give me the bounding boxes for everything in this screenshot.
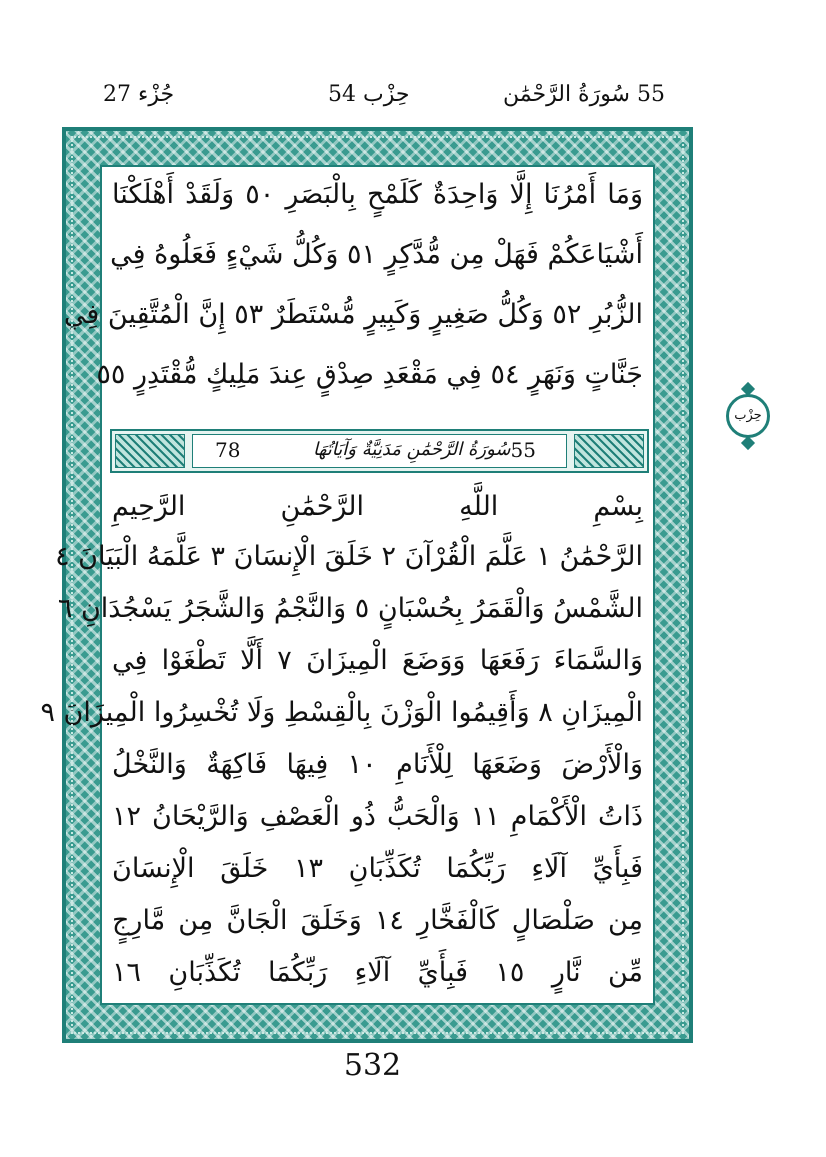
verse-line: أَشْيَاعَكُمْ فَهَلْ مِن مُّدَّكِرٍ ٥١ وَكُلُّ شَيْءٍ فَعَلُوهُ فِي xyxy=(110,239,643,270)
juz-label: جُزْء 27 xyxy=(103,82,175,107)
page-number: 532 xyxy=(343,1048,402,1083)
ornamental-frame xyxy=(40,127,693,1043)
verse-line: فَبِأَيِّ آلَاءِ رَبِّكُمَا تُكَذِّبَانِ ١٣ خَلَقَ الْإِنسَانَ xyxy=(112,853,643,884)
text-panel xyxy=(40,165,655,1005)
banner-ornament-icon xyxy=(574,434,644,468)
verse-line: الرَّحْمَٰنُ ١ عَلَّمَ الْقُرْآنَ ٢ خَلَقَ الْإِنسَانَ ٣ عَلَّمَهُ الْبَيَانَ ٤ xyxy=(55,541,643,572)
page-header xyxy=(95,82,665,116)
hizb-marker-icon xyxy=(722,380,774,456)
surah-title-banner xyxy=(110,429,649,473)
ayat-count: 78 xyxy=(215,438,241,462)
verse-line: جَنَّاتٍ وَنَهَرٍ ٥٤ فِي مَقْعَدِ صِدْقٍ عِندَ مَلِيكٍ مُّقْتَدِرٍ ٥٥ xyxy=(96,359,643,390)
verse-line: مِّن نَّارٍ ١٥ فَبِأَيِّ آلَاءِ رَبِّكُمَا تُكَذِّبَانِ ١٦ xyxy=(112,957,644,988)
hizb-marker-label: حِزْب xyxy=(726,394,770,438)
verse-line: وَمَا أَمْرُنَا إِلَّا وَاحِدَةٌ كَلَمْحٍ بِالْبَصَرِ ٥٠ وَلَقَدْ أَهْلَكْنَا xyxy=(112,179,643,210)
verse-line: وَالْأَرْضَ وَضَعَهَا لِلْأَنَامِ ١٠ فِيهَا فَاكِهَةٌ وَالنَّخْلُ xyxy=(112,749,643,780)
surah-name: سُورَةُ الرَّحْمَٰنِ مَدَنِيَّةٌ وَآيَاتُهَا xyxy=(313,439,511,460)
verse-line: الشَّمْسُ وَالْقَمَرُ بِحُسْبَانٍ ٥ وَالنَّجْمُ وَالشَّجَرُ يَسْجُدَانِ ٦ xyxy=(57,593,643,624)
verse-line: ذَاتُ الْأَكْمَامِ ١١ وَالْحَبُّ ذُو الْعَصْفِ وَالرَّيْحَانُ ١٢ xyxy=(112,801,643,832)
verse-line: مِن صَلْصَالٍ كَالْفَخَّارِ ١٤ وَخَلَقَ الْجَانَّ مِن مَّارِجٍ xyxy=(112,905,643,936)
verse-line: وَالسَّمَاءَ رَفَعَهَا وَوَضَعَ الْمِيزَانَ ٧ أَلَّا تَطْغَوْا فِي xyxy=(112,645,643,676)
basmala: بِسْمِ اللَّهِ الرَّحْمَٰنِ الرَّحِيمِ xyxy=(112,491,643,522)
verse-line: الْمِيزَانِ ٨ وَأَقِيمُوا الْوَزْنَ بِالْقِسْطِ وَلَا تُخْسِرُوا الْمِيزَانَ ٩ xyxy=(40,697,643,728)
surah-number: 55 xyxy=(510,438,536,462)
marker-tip-icon xyxy=(741,436,755,450)
banner-ornament-icon xyxy=(115,434,185,468)
verse-line: الزُّبُرِ ٥٢ وَكُلُّ صَغِيرٍ وَكَبِيرٍ مُّسْتَطَرٌ ٥٣ إِنَّ الْمُتَّقِينَ فِي xyxy=(63,299,643,330)
hizb-label: حِزْب 54 xyxy=(328,82,410,107)
banner-center xyxy=(192,434,567,468)
surah-label: 55 سُورَةُ الرَّحْمَٰن xyxy=(503,82,665,107)
